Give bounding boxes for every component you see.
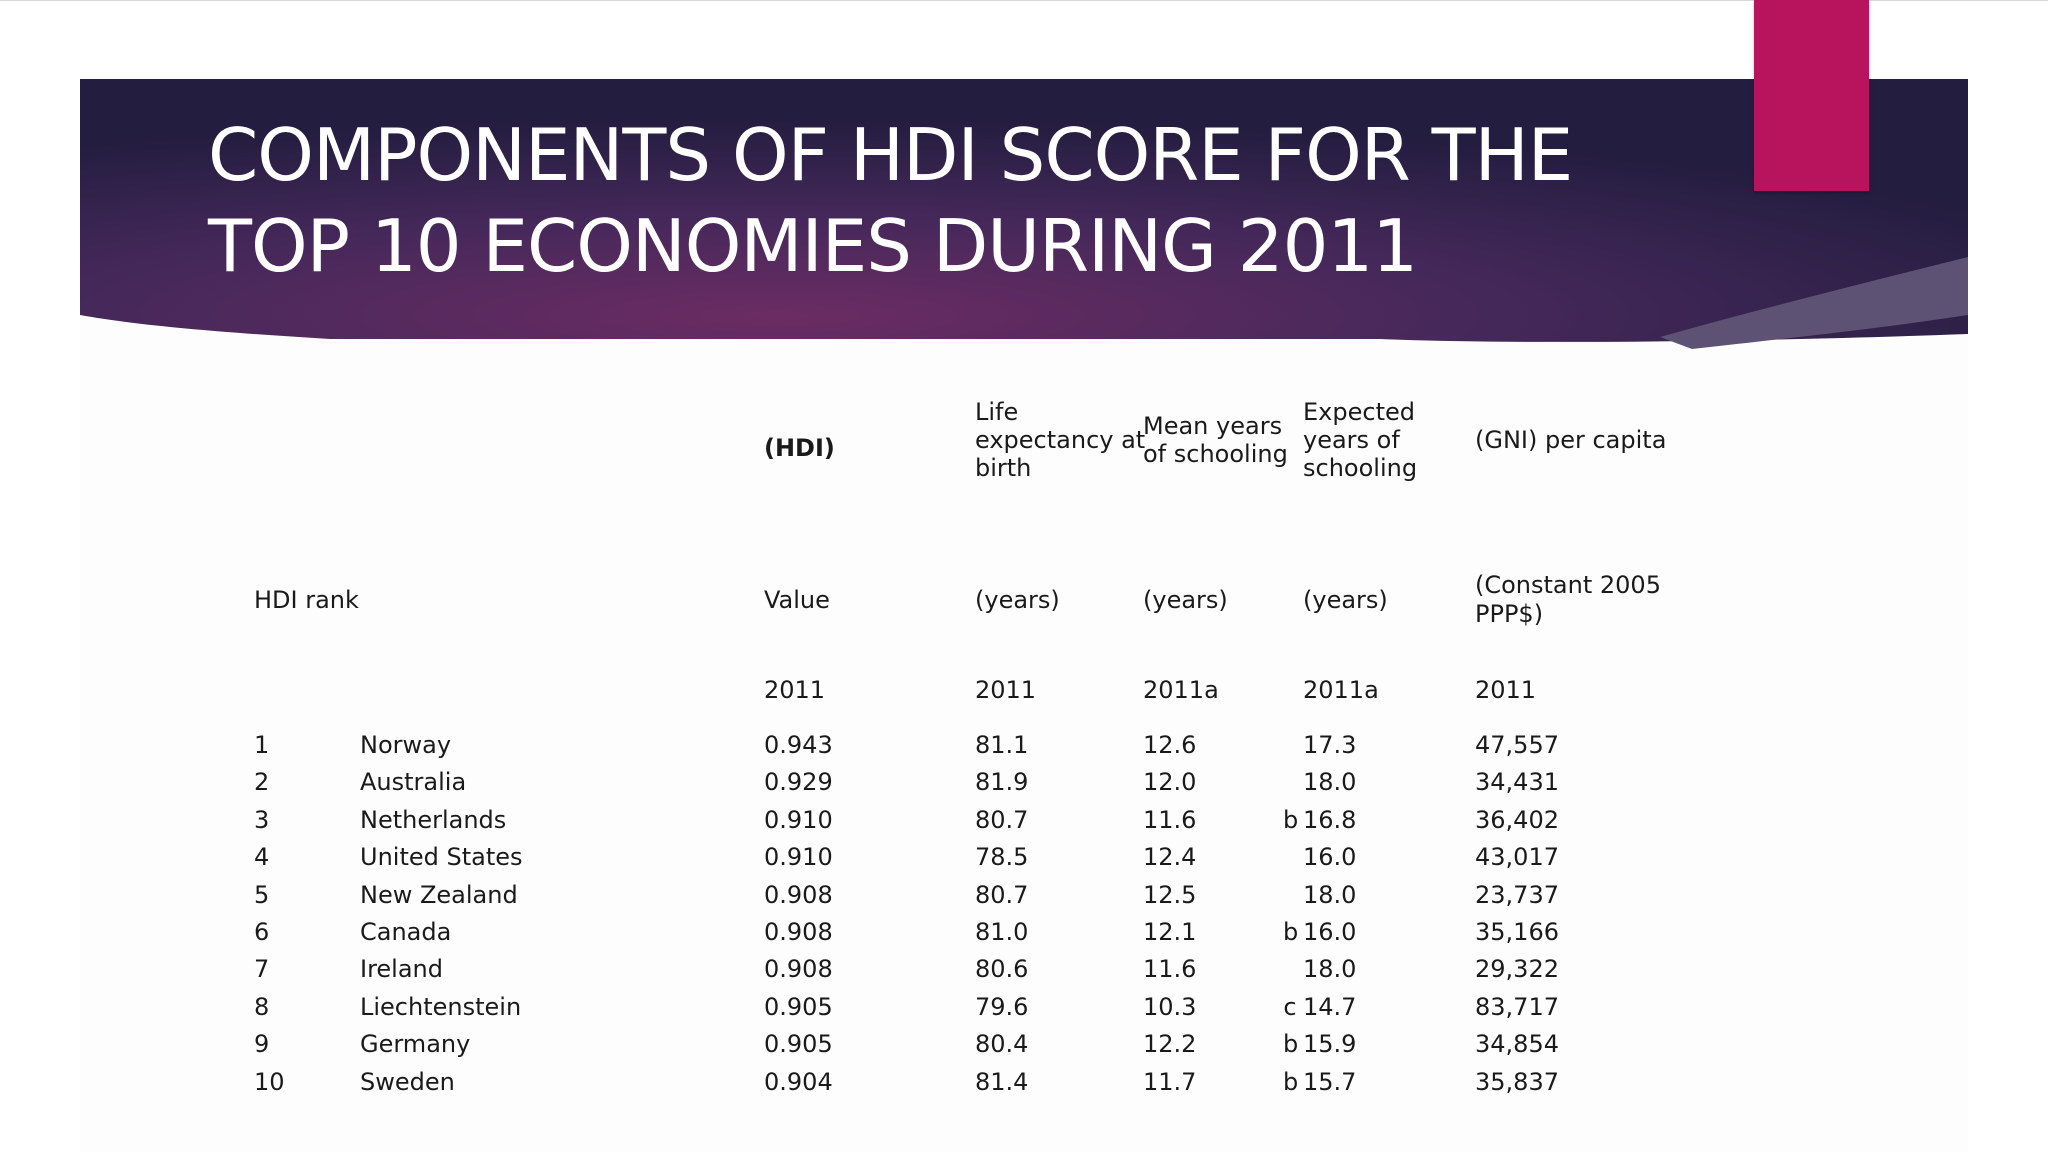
- cell-mean-schooling: 12.2: [1143, 1030, 1197, 1058]
- cell-life-expectancy: 81.9: [975, 768, 1029, 796]
- cell-country: Sweden: [360, 1068, 455, 1096]
- cell-rank: 2: [254, 768, 270, 796]
- cell-gni: 47,557: [1475, 731, 1559, 759]
- slide-title: [208, 110, 1688, 292]
- cell-hdi: 0.904: [764, 1068, 833, 1096]
- cell-hdi: 0.929: [764, 768, 833, 796]
- cell-gni: 36,402: [1475, 806, 1559, 834]
- cell-expected-schooling: 16.8: [1303, 806, 1357, 834]
- title-line-1: COMPONENTS OF HDI SCORE FOR THE: [208, 113, 1573, 197]
- cell-country: Germany: [360, 1030, 471, 1058]
- cell-hdi: 0.908: [764, 881, 833, 909]
- header-gni-unit-1: (Constant 2005: [1475, 571, 1661, 599]
- cell-life-expectancy: 80.4: [975, 1030, 1029, 1058]
- cell-life-expectancy: 79.6: [975, 993, 1029, 1021]
- header-gni-unit-2: PPP$): [1475, 600, 1544, 628]
- cell-hdi: 0.910: [764, 806, 833, 834]
- cell-expected-schooling: 17.3: [1303, 731, 1357, 759]
- header-hdi: (HDI): [764, 434, 835, 462]
- cell-country: Canada: [360, 918, 452, 946]
- cell-rank: 5: [254, 881, 270, 909]
- header-expected-1: Expected: [1303, 398, 1415, 426]
- cell-rank: 9: [254, 1030, 270, 1058]
- cell-gni: 34,854: [1475, 1030, 1559, 1058]
- cell-footnote: b: [1283, 918, 1299, 946]
- cell-mean-schooling: 12.6: [1143, 731, 1197, 759]
- cell-mean-schooling: 12.4: [1143, 843, 1197, 871]
- cell-gni: 34,431: [1475, 768, 1559, 796]
- cell-life-expectancy: 78.5: [975, 843, 1029, 871]
- cell-rank: 7: [254, 955, 270, 983]
- cell-gni: 35,166: [1475, 918, 1559, 946]
- cell-hdi: 0.905: [764, 993, 833, 1021]
- header-mean-2: of schooling: [1143, 440, 1288, 468]
- title-line-2: TOP 10 ECONOMIES DURING 2011: [208, 204, 1418, 288]
- cell-life-expectancy: 80.7: [975, 881, 1029, 909]
- header-mean-year: 2011a: [1143, 676, 1219, 704]
- cell-footnote: c: [1283, 993, 1297, 1021]
- cell-rank: 1: [254, 731, 270, 759]
- header-life-3: birth: [975, 454, 1032, 482]
- cell-mean-schooling: 12.1: [1143, 918, 1197, 946]
- cell-expected-schooling: 15.7: [1303, 1068, 1357, 1096]
- header-life-1: Life: [975, 398, 1019, 426]
- cell-rank: 4: [254, 843, 270, 871]
- cell-country: Liechtenstein: [360, 993, 522, 1021]
- cell-mean-schooling: 10.3: [1143, 993, 1197, 1021]
- accent-tab: [1754, 0, 1869, 191]
- cell-life-expectancy: 80.7: [975, 806, 1029, 834]
- cell-expected-schooling: 15.9: [1303, 1030, 1357, 1058]
- cell-rank: 6: [254, 918, 270, 946]
- cell-expected-schooling: 18.0: [1303, 768, 1357, 796]
- header-gni-year: 2011: [1475, 676, 1537, 704]
- cell-footnote: b: [1283, 1068, 1299, 1096]
- cell-expected-schooling: 16.0: [1303, 918, 1357, 946]
- cell-expected-schooling: 16.0: [1303, 843, 1357, 871]
- cell-rank: 10: [254, 1068, 285, 1096]
- window-top-border: [0, 0, 2048, 1]
- cell-expected-schooling: 14.7: [1303, 993, 1357, 1021]
- cell-life-expectancy: 80.6: [975, 955, 1029, 983]
- cell-hdi: 0.905: [764, 1030, 833, 1058]
- cell-country: United States: [360, 843, 523, 871]
- cell-life-expectancy: 81.1: [975, 731, 1029, 759]
- cell-country: Australia: [360, 768, 467, 796]
- cell-mean-schooling: 11.7: [1143, 1068, 1197, 1096]
- cell-life-expectancy: 81.0: [975, 918, 1029, 946]
- cell-expected-schooling: 18.0: [1303, 955, 1357, 983]
- header-expected-unit: (years): [1303, 586, 1388, 614]
- header-life-year: 2011: [975, 676, 1037, 704]
- cell-rank: 3: [254, 806, 270, 834]
- cell-mean-schooling: 11.6: [1143, 955, 1197, 983]
- header-mean-1: Mean years: [1143, 412, 1283, 440]
- cell-country: New Zealand: [360, 881, 518, 909]
- cell-life-expectancy: 81.4: [975, 1068, 1029, 1096]
- cell-gni: 43,017: [1475, 843, 1559, 871]
- header-expected-2: years of: [1303, 426, 1400, 454]
- cell-hdi: 0.943: [764, 731, 833, 759]
- cell-country: Norway: [360, 731, 452, 759]
- header-life-2: expectancy at: [975, 426, 1146, 454]
- header-hdi-value: Value: [764, 586, 830, 614]
- cell-expected-schooling: 18.0: [1303, 881, 1357, 909]
- cell-country: Ireland: [360, 955, 444, 983]
- cell-gni: 29,322: [1475, 955, 1559, 983]
- header-hdi-year: 2011: [764, 676, 826, 704]
- header-rank: HDI rank: [254, 586, 359, 614]
- header-life-unit: (years): [975, 586, 1060, 614]
- cell-hdi: 0.908: [764, 955, 833, 983]
- cell-rank: 8: [254, 993, 270, 1021]
- header-gni: (GNI) per capita: [1475, 426, 1667, 454]
- cell-gni: 83,717: [1475, 993, 1559, 1021]
- cell-gni: 35,837: [1475, 1068, 1559, 1096]
- cell-hdi: 0.910: [764, 843, 833, 871]
- cell-mean-schooling: 11.6: [1143, 806, 1197, 834]
- cell-gni: 23,737: [1475, 881, 1559, 909]
- cell-mean-schooling: 12.5: [1143, 881, 1197, 909]
- cell-mean-schooling: 12.0: [1143, 768, 1197, 796]
- cell-country: Netherlands: [360, 806, 507, 834]
- header-expected-3: schooling: [1303, 454, 1418, 482]
- header-expected-year: 2011a: [1303, 676, 1379, 704]
- cell-footnote: b: [1283, 806, 1299, 834]
- cell-footnote: b: [1283, 1030, 1299, 1058]
- cell-hdi: 0.908: [764, 918, 833, 946]
- header-mean-unit: (years): [1143, 586, 1228, 614]
